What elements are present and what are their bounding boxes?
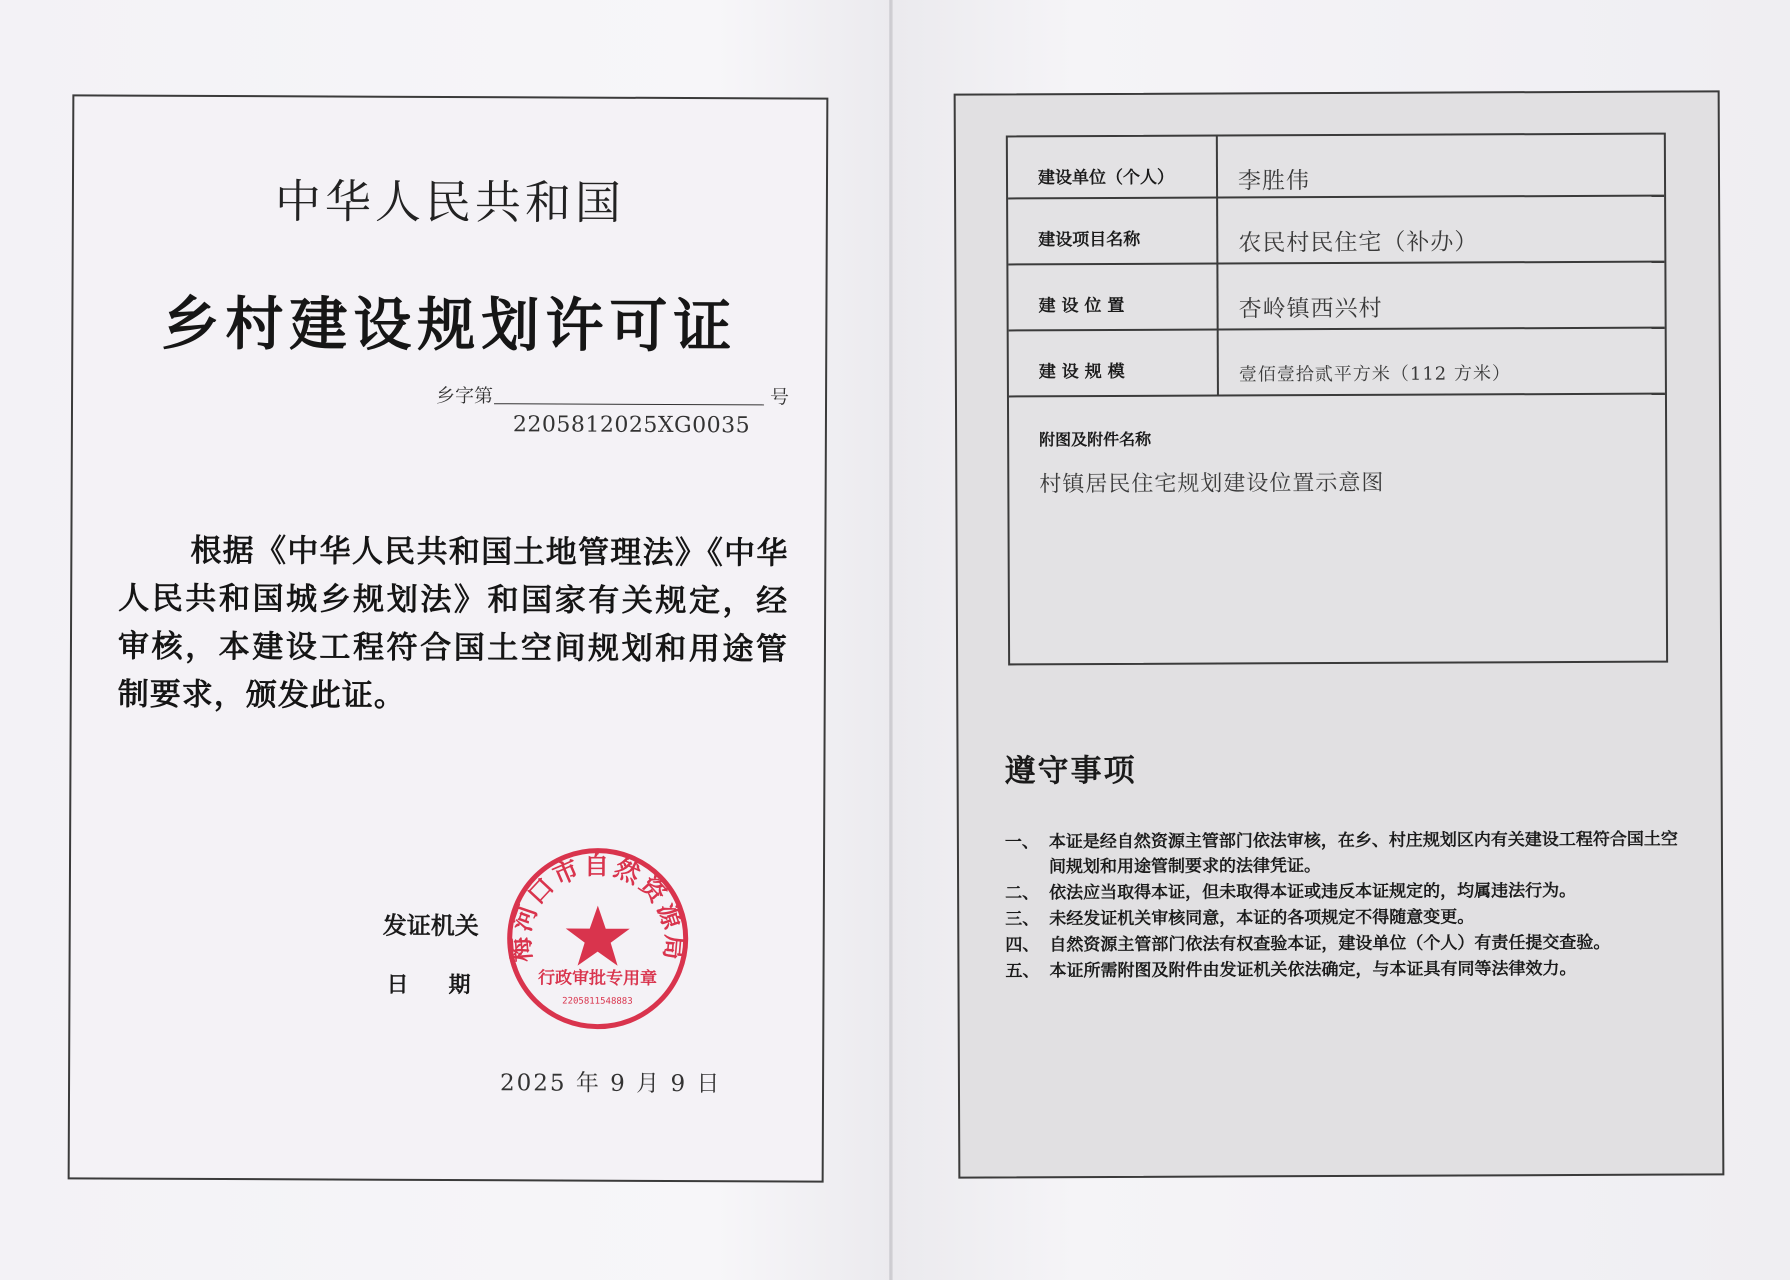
note-number: 二、 <box>1005 883 1040 904</box>
certificate-cover-page <box>68 94 829 1182</box>
note-text: 本证所需附图及附件由发证机关依法确定，与本证具有同等法律效力。 <box>1049 958 1577 982</box>
certificate-number-suffix: 号 <box>770 386 790 409</box>
builder-label: 建设单位（个人） <box>1008 137 1218 198</box>
official-seal <box>502 843 693 1034</box>
certificate-number-prefix: 乡字第 <box>436 384 494 408</box>
page-fold <box>889 0 893 1280</box>
builder-value: 李胜伟 <box>1237 168 1311 195</box>
note-number: 四、 <box>1005 935 1040 956</box>
seal-star-icon <box>566 906 630 966</box>
list-item <box>1005 878 1685 906</box>
list-item <box>1005 827 1685 880</box>
date-label: 日期 <box>386 972 511 999</box>
country-name: 中华人民共和国 <box>274 174 626 230</box>
notes-title: 遵守事项 <box>1004 752 1137 790</box>
certificate-detail-page <box>954 90 1725 1178</box>
seal-bottom-text: 行政审批专用章 <box>537 968 658 989</box>
seal-code-text: 2205811548883 <box>562 996 633 1007</box>
table-row-project-name <box>1008 197 1664 266</box>
table-row-scale <box>1009 329 1665 398</box>
project-name-label: 建设项目名称 <box>1008 199 1218 264</box>
project-name-value: 农民村民住宅（补办） <box>1238 229 1479 257</box>
issuing-authority-label: 发证机关 <box>382 911 479 941</box>
attachments-value: 村镇居民住宅规划建设位置示意图 <box>1039 470 1385 498</box>
table-row-builder <box>1008 135 1664 200</box>
note-number: 五、 <box>1005 961 1040 982</box>
issue-date: 2025 年 9 月 9 日 <box>500 1070 722 1098</box>
certificate-number: 2205812025XG0035 <box>512 412 751 439</box>
list-item <box>1005 930 1685 958</box>
note-number: 一、 <box>1004 832 1039 853</box>
note-text: 自然资源主管部门依法有权查验本证，建设单位（个人）有责任提交查验。 <box>1049 932 1611 956</box>
location-label: 建 设 位 置 <box>1008 265 1218 330</box>
list-item <box>1005 904 1685 932</box>
scale-value: 壹佰壹拾贰平方米（112 方米） <box>1238 363 1511 386</box>
notes-list <box>1005 827 1686 985</box>
table-row-location <box>1008 263 1664 332</box>
note-text: 本证是经自然资源主管部门依法审核，在乡、村庄规划区内有关建设工程符合国土空间规划和用途管制要求的法律凭证。 <box>1048 829 1678 878</box>
note-text: 未经发证机关审核同意，本证的各项规定不得随意变更。 <box>1049 907 1475 930</box>
location-value: 杏岭镇西兴村 <box>1238 295 1383 323</box>
note-number: 三、 <box>1005 909 1040 930</box>
certificate-number-underline <box>494 403 764 405</box>
attachments-label: 附图及附件名称 <box>1039 429 1152 450</box>
certificate-title: 乡村建设规划许可证 <box>161 289 738 361</box>
scale-label: 建 设 规 模 <box>1009 331 1219 396</box>
project-info-table <box>1006 133 1668 666</box>
list-item <box>1005 956 1685 984</box>
note-text: 依法应当取得本证，但未取得本证或违反本证规定的，均属违法行为。 <box>1049 880 1577 904</box>
seal-top-text-path: 梅河口市自然资源局 <box>505 850 690 964</box>
certificate-number-row <box>436 381 790 412</box>
legal-basis-paragraph: 根据《中华人民共和国土地管理法》《中华人民共和国城乡规划法》和国家有关规定，经审核，本建设工程符合国土空间规划和用途管制要求，颁发此证。 <box>117 532 789 714</box>
